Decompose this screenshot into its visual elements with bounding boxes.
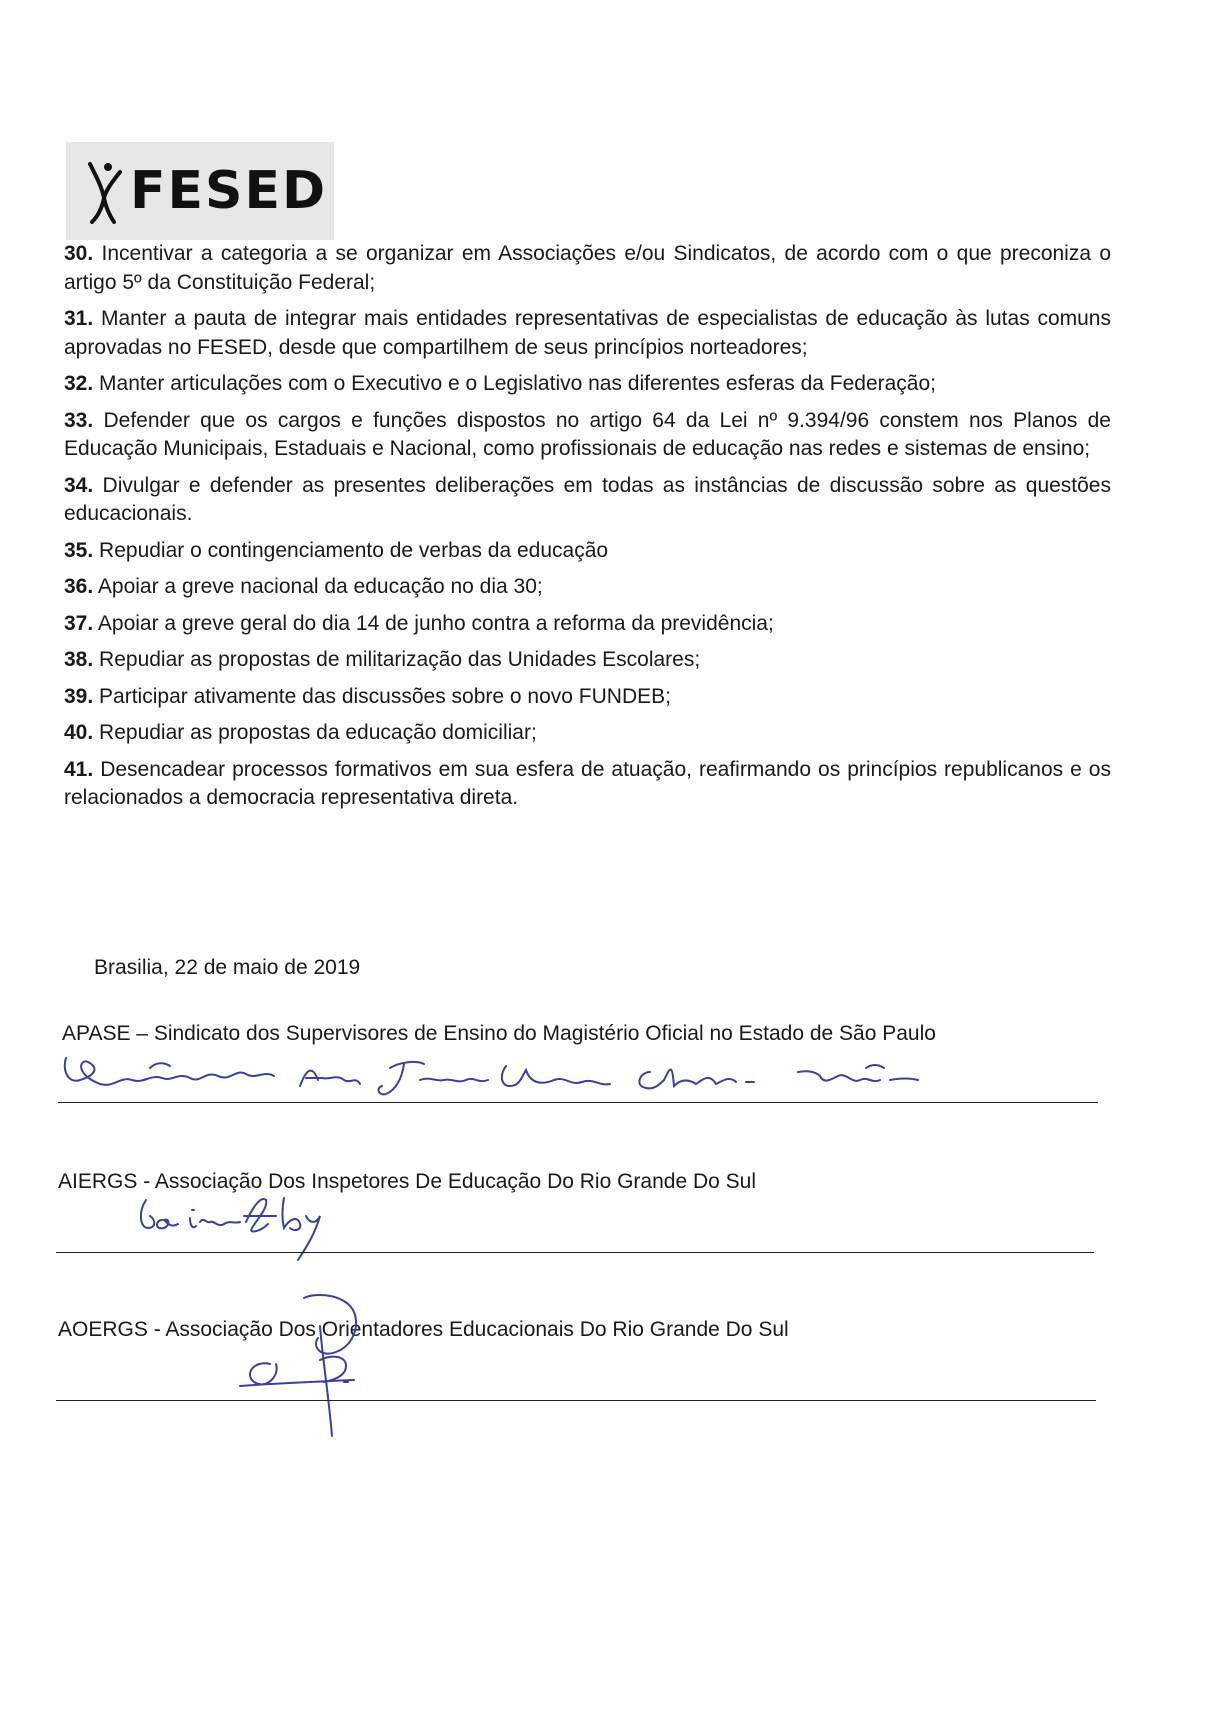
signature-line-aoergs	[56, 1400, 1096, 1401]
item-number: 40.	[64, 721, 94, 744]
list-item	[64, 756, 1111, 813]
list-item	[64, 719, 1111, 748]
item-text: Incentivar a categoria a se organizar em Associações e/ou Sindicatos, de acordo com o que preconiza o artigo 5º da Constituição Federal;	[64, 242, 1112, 294]
signatory-org-aiergs: AIERGS - Associação Dos Inspetores De Educação Do Rio Grande Do Sul	[58, 1170, 757, 1193]
item-number: 33.	[64, 408, 94, 432]
item-text: Repudiar as propostas da educação domiciliar;	[99, 721, 537, 744]
logo-text: FESED	[130, 161, 328, 221]
signature-line-apase	[58, 1102, 1098, 1103]
signature-apase	[60, 1050, 920, 1115]
list-item	[64, 573, 1111, 602]
document-date: Brasilia, 22 de maio de 2019	[94, 956, 361, 979]
signature-aiergs	[134, 1194, 354, 1279]
item-number: 39.	[64, 684, 94, 708]
item-text: Apoiar a greve nacional da educação no dia 30;	[97, 575, 543, 598]
list-item	[64, 683, 1111, 712]
item-number: 36.	[64, 575, 94, 598]
item-number: 38.	[64, 648, 94, 671]
list-item	[64, 472, 1111, 529]
signature-line-aiergs	[56, 1252, 1094, 1253]
item-text: Repudiar as propostas de militarização das Unidades Escolares;	[99, 648, 701, 671]
item-text: Participar ativamente das discussões sobre o novo FUNDEB;	[99, 684, 671, 708]
fesed-figure-icon	[84, 158, 124, 224]
item-number: 31.	[64, 307, 94, 330]
list-item	[64, 610, 1111, 639]
list-item	[64, 537, 1111, 566]
list-item	[64, 407, 1111, 464]
list-item	[64, 370, 1111, 399]
list-item	[64, 646, 1111, 675]
signatory-org-apase: APASE – Sindicato dos Supervisores de Ensino do Magistério Oficial no Estado de São Paulo	[62, 1022, 936, 1045]
fesed-logo	[66, 142, 334, 240]
list-item	[64, 240, 1111, 297]
signature-aoergs	[236, 1290, 396, 1445]
item-text: Apoiar a greve geral do dia 14 de junho contra a reforma da previdência;	[97, 611, 774, 635]
item-number: 37.	[64, 611, 94, 635]
list-item	[64, 305, 1111, 362]
item-number: 35.	[64, 538, 94, 562]
item-number: 41.	[64, 757, 94, 781]
item-number: 32.	[64, 372, 94, 395]
item-text: Desencadear processos formativos em sua esfera de atuação, reafirmando os princípios republicanos e os relacionados a democracia representativa direta.	[64, 757, 1111, 809]
item-number: 34.	[64, 473, 94, 497]
item-number: 30.	[64, 242, 94, 265]
item-text: Divulgar e defender as presentes deliberações em todas as instâncias de discussão sobre as questões educacionais.	[64, 473, 1111, 525]
item-text: Repudiar o contingenciamento de verbas da educação	[99, 538, 609, 562]
item-text: Manter articulações com o Executivo e o Legislativo nas diferentes esferas da Federação;	[99, 372, 936, 395]
item-text: Manter a pauta de integrar mais entidades representativas de especialistas de educação às lutas comuns aprovadas no FESED, desde que compartilhem de seus princípios norteadores;	[64, 307, 1111, 359]
item-text: Defender que os cargos e funções dispostos no artigo 64 da Lei nº 9.394/96 constem nos Planos de Educação Municipais, Estaduais e Nacional, como profissionais de educação nas redes e sistemas de ensino;	[64, 408, 1111, 460]
deliberations-list	[64, 240, 1111, 821]
signatory-org-aoergs: AOERGS - Associação Dos Orientadores Educacionais Do Rio Grande Do Sul	[58, 1318, 789, 1341]
